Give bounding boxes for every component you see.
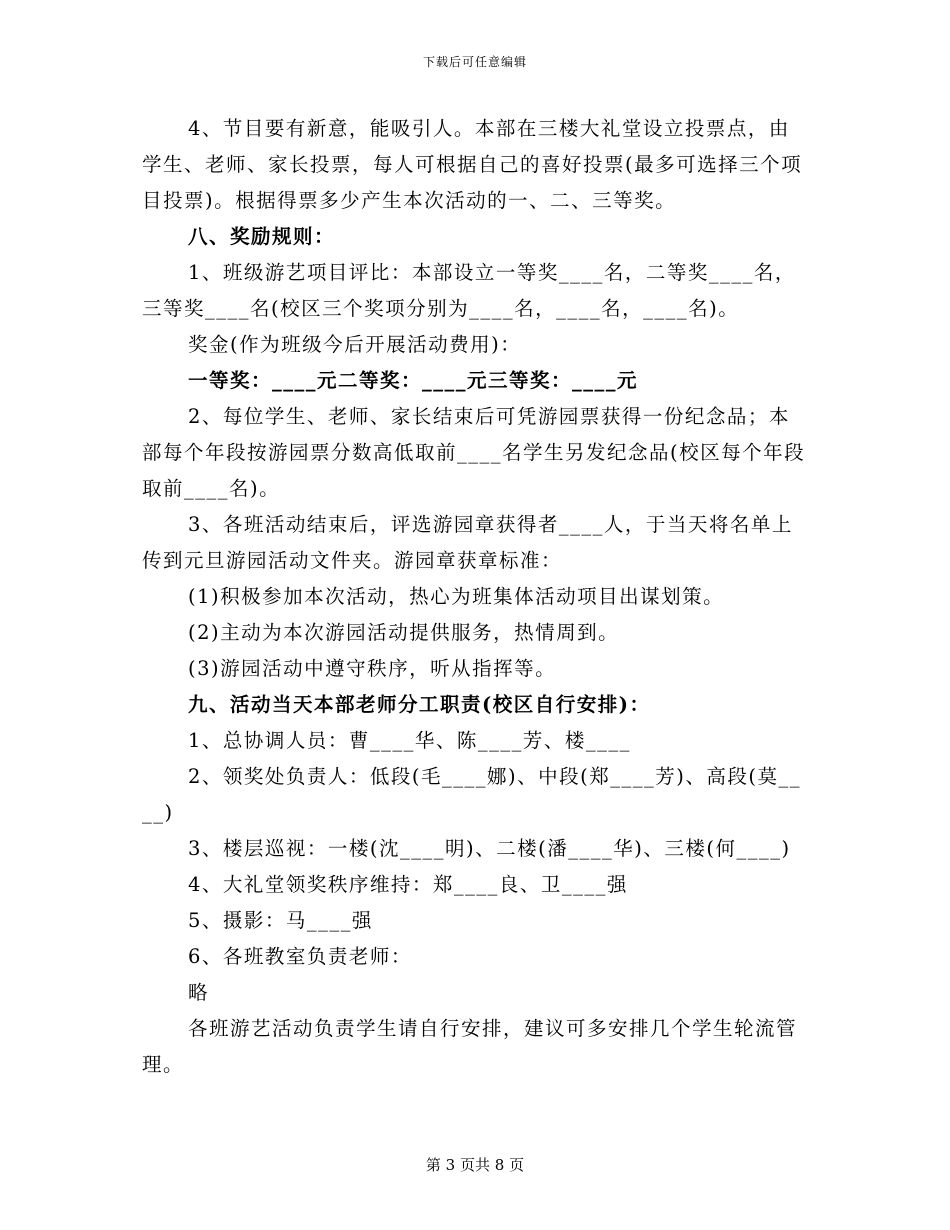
duty-classroom-teachers: 6、各班教室负责老师： bbox=[188, 945, 412, 968]
criterion-2: (2)主动为本次游园活动提供服务，热情周到。 bbox=[188, 621, 620, 644]
paragraph-class-awards: 1、班级游艺项目评比：本部设立一等奖____名，二等奖____名，三等奖____名(校区三个奖项分别为____名，____名，____名)。 bbox=[142, 261, 796, 320]
paragraph-student-arrangement: 各班游艺活动负责学生请自行安排，建议可多安排几个学生轮流管理。 bbox=[142, 1017, 798, 1076]
paragraph-prize-money: 奖金(作为班级今后开展活动费用)： bbox=[188, 333, 522, 356]
duty-floor-patrol: 3、楼层巡视：一楼(沈____明)、二楼(潘____华)、三楼(何____) bbox=[188, 837, 791, 860]
paragraph-prize-amounts: 一等奖：____元二等奖：____元三等奖：____元 bbox=[188, 369, 639, 392]
page-footer: 第 3 页共 8 页 bbox=[425, 1156, 525, 1174]
section-heading-duties: 九、活动当天本部老师分工职责(校区自行安排)： bbox=[188, 693, 651, 716]
duty-auditorium-order: 4、大礼堂领奖秩序维持：郑____良、卫____强 bbox=[188, 873, 628, 896]
duty-coordinators: 1、总协调人员：曹____华、陈____芳、楼____ bbox=[188, 729, 631, 752]
document-body bbox=[142, 111, 810, 1083]
paragraph-stamp-winners: 3、各班活动结束后，评选游园章获得者____人，于当天将名单上传到元旦游园活动文件夹。游园章获章标准： bbox=[142, 513, 793, 572]
duty-award-desk: 2、领奖处负责人：低段(毛____娜)、中段(郑____芳)、高段(莫____) bbox=[142, 765, 801, 824]
page-header: 下载后可任意编辑 bbox=[422, 55, 527, 69]
criterion-1: (1)积极参加本次活动，热心为班集体活动项目出谋划策。 bbox=[188, 585, 725, 608]
section-heading-awards: 八、奖励规则： bbox=[188, 225, 336, 248]
paragraph-souvenirs: 2、每位学生、老师、家长结束后可凭游园票获得一份纪念品；本部每个年段按游园票分数高低取前____名学生另发纪念品(校区每个年段取前____名)。 bbox=[142, 405, 806, 500]
omitted-note: 略 bbox=[188, 981, 210, 1004]
duty-photography: 5、摄影：马____强 bbox=[188, 909, 373, 932]
paragraph-voting-rules: 4、节目要有新意，能吸引人。本部在三楼大礼堂设立投票点，由学生、老师、家长投票，每人可根据自己的喜好投票(最多可选择三个项目投票)。根据得票多少产生本次活动的一、二、三等奖。 bbox=[142, 117, 803, 212]
criterion-3: (3)游园活动中遵守秩序，听从指挥等。 bbox=[188, 657, 557, 680]
